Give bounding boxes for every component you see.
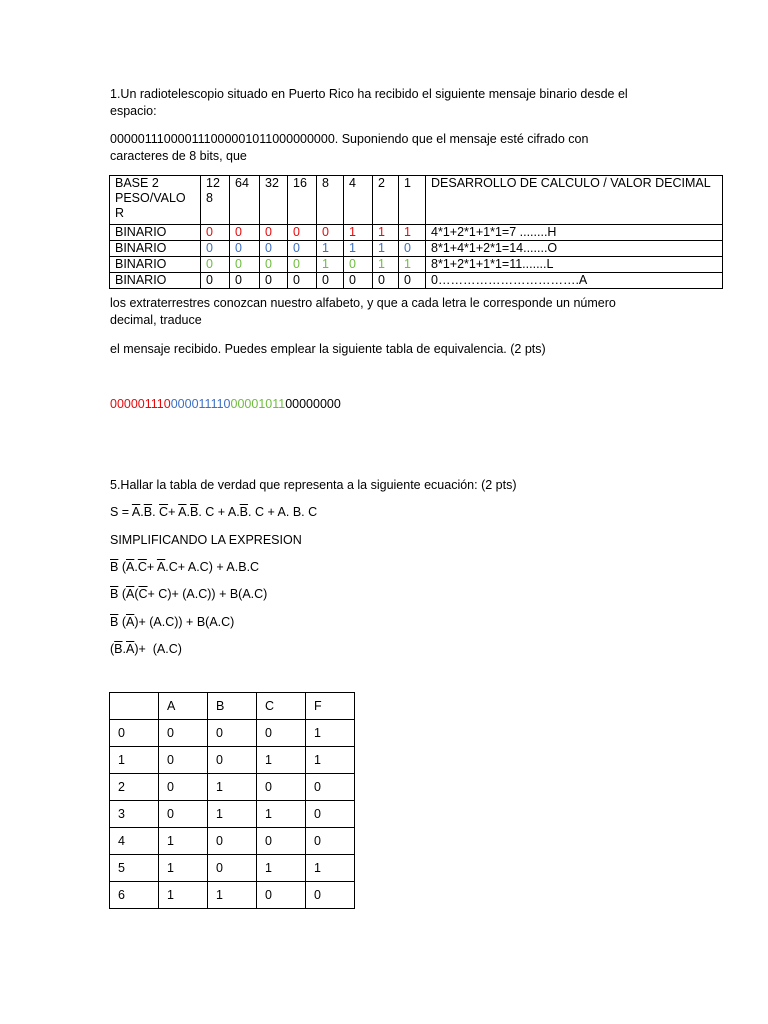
truth-table-row [110, 720, 355, 747]
bit-cell: 1 [373, 257, 399, 273]
calc-cell: 8*1+2*1+1*1=11.......L [426, 257, 723, 273]
truth-cell: 0 [208, 720, 257, 747]
simplify-step-3: $\overline{B}$ $(\overline{A})+ (A.C)) + B(A.C)$ [110, 615, 235, 629]
truth-header-cell: A [159, 693, 208, 720]
truth-cell: 0 [208, 855, 257, 882]
truth-cell: 0 [306, 774, 355, 801]
simplify-step-2: $\overline{B}$ $(\overline{A}(\overline{C}+ C)+ (A.C)) + B(A.C)$ [110, 587, 268, 601]
truth-cell: 1 [208, 882, 257, 909]
simplify-step-1: $\overline{B}$ $(\overline{A}.\overline{C}+ \overline{A}.C+ A.C) + A.B.C$ [110, 560, 260, 574]
truth-table-header [110, 693, 355, 720]
bit-cell: 0 [230, 225, 260, 241]
bit-cell: 0 [317, 273, 344, 289]
bin-header-cell: 1 [399, 176, 426, 225]
message-segment: 000011110 [170, 397, 231, 411]
bit-cell: 1 [317, 241, 344, 257]
bit-cell: 0 [230, 257, 260, 273]
message-segment: 000001110 [110, 397, 171, 411]
bin-header-cell: 32 [260, 176, 288, 225]
truth-cell: 1 [159, 855, 208, 882]
truth-cell: 0 [208, 747, 257, 774]
bin-header-cell: 16 [288, 176, 317, 225]
truth-cell: 0 [257, 774, 306, 801]
bin-table-header [110, 176, 723, 225]
q1-msg-line1: 000001110000111000001011000000000. Suponiendo que el mensaje esté cifrado con [110, 132, 589, 146]
truth-table-row [110, 747, 355, 774]
bin-table-row [110, 257, 723, 273]
truth-cell: 0 [159, 774, 208, 801]
binary-message-text [110, 131, 588, 165]
truth-cell: 1 [159, 882, 208, 909]
bit-cell: 1 [373, 225, 399, 241]
bit-cell: 0 [288, 257, 317, 273]
truth-table-row [110, 855, 355, 882]
bit-cell: 0 [201, 273, 230, 289]
truth-cell: 1 [257, 855, 306, 882]
question-1-intro [110, 86, 628, 120]
after-table-line3: el mensaje recibido. Puedes emplear la siguiente tabla de equivalencia. (2 pts) [110, 342, 546, 356]
truth-cell: 0 [257, 882, 306, 909]
bit-cell: 0 [399, 241, 426, 257]
q1-msg-line2: caracteres de 8 bits, que [110, 149, 247, 163]
question-5-title: 5.Hallar la tabla de verdad que representa a la siguiente ecuación: (2 pts) [110, 478, 517, 492]
bit-cell: 0 [288, 241, 317, 257]
truth-table [109, 692, 355, 909]
truth-header-cell [110, 693, 159, 720]
truth-header-cell: C [257, 693, 306, 720]
message-segment: 00001011 [230, 397, 286, 411]
binary-conversion-table [109, 175, 723, 289]
truth-table-row [110, 828, 355, 855]
row-label: BINARIO [110, 257, 201, 273]
simplify-step-4: $(\overline{B}.\overline{A})+ (A.C)$ [110, 642, 182, 656]
bin-header-cell: 2 [373, 176, 399, 225]
truth-cell: 0 [306, 828, 355, 855]
truth-cell: 1 [208, 801, 257, 828]
truth-cell: 6 [110, 882, 159, 909]
bin-table-row [110, 241, 723, 257]
bit-cell: 0 [201, 241, 230, 257]
bit-cell: 0 [373, 273, 399, 289]
q1-intro-line1: 1.Un radiotelescopio situado en Puerto Rico ha recibido el siguiente mensaje binario desde el [110, 87, 628, 101]
truth-table-row [110, 801, 355, 828]
bin-header-cell: 8 [317, 176, 344, 225]
bit-cell: 0 [230, 273, 260, 289]
bit-cell: 0 [260, 273, 288, 289]
row-label: BINARIO [110, 273, 201, 289]
bit-cell: 0 [399, 273, 426, 289]
message-segment: 00000000 [285, 397, 341, 411]
bit-cell: 1 [373, 241, 399, 257]
bit-cell: 0 [260, 241, 288, 257]
bit-cell: 0 [344, 257, 373, 273]
bit-cell: 0 [260, 257, 288, 273]
truth-cell: 0 [257, 828, 306, 855]
truth-cell: 1 [306, 720, 355, 747]
truth-cell: 0 [159, 747, 208, 774]
truth-cell: 5 [110, 855, 159, 882]
truth-cell: 1 [208, 774, 257, 801]
truth-cell: 0 [159, 720, 208, 747]
truth-table-row [110, 774, 355, 801]
truth-header-cell: F [306, 693, 355, 720]
bit-cell: 0 [260, 225, 288, 241]
truth-cell: 1 [257, 747, 306, 774]
bit-cell: 1 [399, 257, 426, 273]
bin-header-cell: BASE 2 PESO/VALO R [110, 176, 201, 225]
row-label: BINARIO [110, 241, 201, 257]
q1-intro-line2: espacio: [110, 104, 157, 118]
equation-s: $S = \overline{A}.\overline{B}$. $\overline{C}+ \overline{A}.\overline{B}$. $C + A.\overline{B}$. C + A. B. C [110, 505, 318, 519]
simplify-label: SIMPLIFICANDO LA EXPRESION [110, 533, 302, 547]
bit-cell: 1 [317, 257, 344, 273]
after-table-line2: decimal, traduce [110, 313, 202, 327]
bit-cell: 0 [317, 225, 344, 241]
bit-cell: 0 [288, 273, 317, 289]
truth-cell: 0 [306, 882, 355, 909]
truth-cell: 1 [257, 801, 306, 828]
truth-cell: 1 [159, 828, 208, 855]
truth-header-cell: B [208, 693, 257, 720]
bin-table-row [110, 273, 723, 289]
truth-cell: 2 [110, 774, 159, 801]
bit-cell: 0 [201, 225, 230, 241]
bit-cell: 1 [399, 225, 426, 241]
colored-binary-message [110, 396, 341, 413]
bit-cell: 1 [344, 241, 373, 257]
truth-cell: 0 [159, 801, 208, 828]
truth-cell: 3 [110, 801, 159, 828]
bin-header-cell: 64 [230, 176, 260, 225]
truth-cell: 0 [257, 720, 306, 747]
truth-cell: 4 [110, 828, 159, 855]
bin-header-cell: DESARROLLO DE CALCULO / VALOR DECIMAL [426, 176, 723, 225]
bit-cell: 1 [344, 225, 373, 241]
bit-cell: 0 [288, 225, 317, 241]
row-label: BINARIO [110, 225, 201, 241]
bin-header-cell: 12 8 [201, 176, 230, 225]
bin-header-cell: 4 [344, 176, 373, 225]
question-1-continuation [110, 295, 616, 329]
truth-cell: 0 [306, 801, 355, 828]
truth-cell: 1 [306, 855, 355, 882]
after-table-line1: los extraterrestres conozcan nuestro alfabeto, y que a cada letra le corresponde un número [110, 296, 616, 310]
truth-cell: 0 [208, 828, 257, 855]
truth-cell: 1 [110, 747, 159, 774]
calc-cell: 0…………………………….A [426, 273, 723, 289]
bit-cell: 0 [344, 273, 373, 289]
bin-table-row [110, 225, 723, 241]
calc-cell: 8*1+4*1+2*1=14.......O [426, 241, 723, 257]
bit-cell: 0 [230, 241, 260, 257]
truth-cell: 1 [306, 747, 355, 774]
truth-table-row [110, 882, 355, 909]
calc-cell: 4*1+2*1+1*1=7 ........H [426, 225, 723, 241]
bit-cell: 0 [201, 257, 230, 273]
truth-cell: 0 [110, 720, 159, 747]
